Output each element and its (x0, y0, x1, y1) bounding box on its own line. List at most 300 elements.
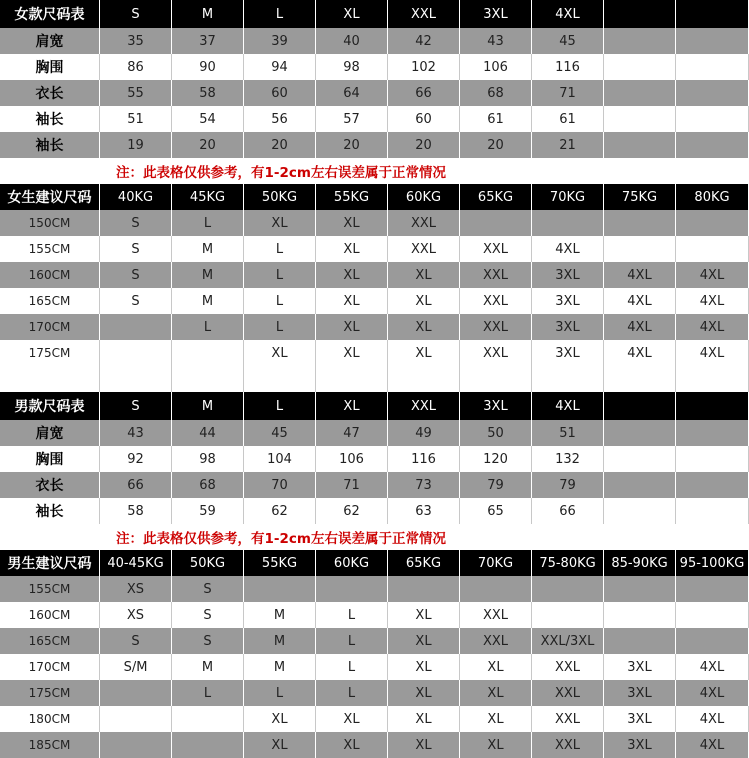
empty-cell (460, 366, 532, 392)
measure-value: 61 (460, 106, 532, 132)
size-cell (172, 706, 244, 732)
size-cell: XXL (460, 236, 532, 262)
measure-value: 106 (316, 446, 388, 472)
size-cell: 4XL (532, 236, 604, 262)
size-cell: XXL (460, 602, 532, 628)
empty-cell (604, 446, 676, 472)
measure-value: 94 (244, 54, 316, 80)
size-cell: L (316, 628, 388, 654)
recommend-row (0, 732, 749, 758)
size-cell: XL (388, 602, 460, 628)
recommend-row (0, 288, 749, 314)
measure-value: 132 (532, 446, 604, 472)
height-cell: 160CM (0, 262, 100, 288)
weight-header-cell: 70KG (460, 550, 532, 576)
size-cell: M (172, 654, 244, 680)
measure-value: 40 (316, 28, 388, 54)
size-cell: XL (460, 654, 532, 680)
measure-value: 66 (388, 80, 460, 106)
recommend-row (0, 210, 749, 236)
men-size-header (0, 392, 749, 420)
size-cell: XL (316, 262, 388, 288)
women-recommend-header (0, 184, 749, 210)
weight-header-cell: 75-80KG (532, 550, 604, 576)
empty-cell (604, 472, 676, 498)
size-cell: XL (388, 654, 460, 680)
size-cell: XXL (460, 314, 532, 340)
size-cell: 4XL (604, 262, 676, 288)
empty-cell (676, 420, 749, 446)
weight-header-cell: 60KG (316, 550, 388, 576)
height-cell: 160CM (0, 602, 100, 628)
measure-value: 62 (316, 498, 388, 524)
empty-cell (604, 54, 676, 80)
size-cell: M (172, 262, 244, 288)
size-cell: XL (316, 210, 388, 236)
size-cell: S (100, 210, 172, 236)
size-cell (676, 236, 749, 262)
measure-value: 98 (172, 446, 244, 472)
measure-value: 45 (532, 28, 604, 54)
measure-label: 胸围 (0, 446, 100, 472)
empty-cell (676, 132, 749, 158)
women-size-header (0, 0, 749, 28)
measure-value: 43 (100, 420, 172, 446)
blank-row (0, 366, 749, 392)
measure-value: 20 (172, 132, 244, 158)
size-cell (604, 236, 676, 262)
size-cell: 3XL (532, 288, 604, 314)
measure-value: 60 (244, 80, 316, 106)
measure-row (0, 498, 749, 524)
size-cell: XL (388, 680, 460, 706)
height-cell: 155CM (0, 236, 100, 262)
disclaimer-row (0, 158, 749, 184)
measure-row (0, 446, 749, 472)
size-cell (172, 340, 244, 366)
size-cell (100, 680, 172, 706)
size-cell: 3XL (532, 314, 604, 340)
size-cell (604, 576, 676, 602)
measure-value: 64 (316, 80, 388, 106)
weight-header-cell: 65KG (460, 184, 532, 210)
measure-value: 116 (388, 446, 460, 472)
size-cell (100, 706, 172, 732)
measure-value: 71 (532, 80, 604, 106)
size-cell: XL (244, 706, 316, 732)
size-cell: XL (244, 732, 316, 758)
measure-row (0, 420, 749, 446)
size-cell: XXL (460, 288, 532, 314)
size-cell: 4XL (676, 654, 749, 680)
measure-value: 50 (460, 420, 532, 446)
recommend-row (0, 628, 749, 654)
recommend-row (0, 576, 749, 602)
measure-value: 86 (100, 54, 172, 80)
height-cell: 180CM (0, 706, 100, 732)
measure-label: 衣长 (0, 80, 100, 106)
size-cell: S (100, 288, 172, 314)
size-cell (676, 602, 749, 628)
empty-cell (388, 366, 460, 392)
size-cell: XL (244, 340, 316, 366)
men-recommend-header (0, 550, 749, 576)
size-cell: L (244, 314, 316, 340)
measure-value: 90 (172, 54, 244, 80)
weight-header-cell: 50KG (172, 550, 244, 576)
measure-row (0, 28, 749, 54)
size-cell: S (172, 576, 244, 602)
empty-cell (532, 366, 604, 392)
measure-value: 59 (172, 498, 244, 524)
size-cell: XL (316, 288, 388, 314)
size-cell (460, 210, 532, 236)
size-cell: XS (100, 602, 172, 628)
empty-cell (676, 80, 749, 106)
size-cell: XL (388, 340, 460, 366)
height-cell: 175CM (0, 340, 100, 366)
measure-value: 19 (100, 132, 172, 158)
measure-value: 60 (388, 106, 460, 132)
recommend-row (0, 262, 749, 288)
measure-value: 116 (532, 54, 604, 80)
size-cell: L (172, 314, 244, 340)
empty-cell (676, 366, 749, 392)
size-cell: S (100, 236, 172, 262)
size-cell: 3XL (604, 680, 676, 706)
size-cell (388, 576, 460, 602)
measure-value: 106 (460, 54, 532, 80)
measure-value: 58 (172, 80, 244, 106)
empty-cell (676, 106, 749, 132)
size-cell: XL (316, 340, 388, 366)
size-header-cell: XL (316, 392, 388, 420)
size-cell: XL (460, 732, 532, 758)
weight-header-cell: 75KG (604, 184, 676, 210)
size-header-cell: L (244, 0, 316, 28)
size-cell: XXL (460, 628, 532, 654)
recommend-row (0, 314, 749, 340)
size-cell: L (244, 288, 316, 314)
measure-value: 44 (172, 420, 244, 446)
measure-value: 21 (532, 132, 604, 158)
size-cell: XL (388, 628, 460, 654)
recommend-row (0, 236, 749, 262)
size-cell: 3XL (604, 732, 676, 758)
size-cell: XL (388, 732, 460, 758)
measure-value: 61 (532, 106, 604, 132)
size-cell: M (172, 236, 244, 262)
size-cell: XXL (532, 732, 604, 758)
measure-value: 20 (316, 132, 388, 158)
size-cell: L (244, 236, 316, 262)
size-cell: L (244, 262, 316, 288)
height-cell: 175CM (0, 680, 100, 706)
measure-value: 58 (100, 498, 172, 524)
empty-cell (0, 366, 100, 392)
measure-row (0, 472, 749, 498)
measure-value: 79 (460, 472, 532, 498)
size-cell: XL (388, 288, 460, 314)
measure-value: 62 (244, 498, 316, 524)
empty-cell (676, 498, 749, 524)
empty-cell (676, 472, 749, 498)
measure-value: 102 (388, 54, 460, 80)
size-cell: 3XL (604, 654, 676, 680)
weight-header-cell: 80KG (676, 184, 749, 210)
weight-header-cell: 55KG (316, 184, 388, 210)
measure-value: 45 (244, 420, 316, 446)
measure-value: 51 (532, 420, 604, 446)
empty-cell (172, 366, 244, 392)
empty-cell (676, 0, 749, 28)
size-cell: 4XL (676, 340, 749, 366)
size-cell (244, 576, 316, 602)
empty-cell (604, 0, 676, 28)
size-cell (532, 576, 604, 602)
measure-value: 73 (388, 472, 460, 498)
empty-cell (676, 392, 749, 420)
weight-header-cell: 40-45KG (100, 550, 172, 576)
empty-cell (676, 28, 749, 54)
empty-cell (676, 446, 749, 472)
size-cell (100, 314, 172, 340)
size-cell: S (172, 602, 244, 628)
size-cell: M (244, 654, 316, 680)
size-cell: XL (244, 210, 316, 236)
size-cell: XL (316, 706, 388, 732)
measure-value: 20 (460, 132, 532, 158)
size-cell (604, 602, 676, 628)
measure-value: 70 (244, 472, 316, 498)
height-cell: 150CM (0, 210, 100, 236)
measure-value: 54 (172, 106, 244, 132)
size-cell: 4XL (676, 680, 749, 706)
empty-cell (604, 80, 676, 106)
measure-label: 袖长 (0, 498, 100, 524)
weight-header-cell: 40KG (100, 184, 172, 210)
size-header-cell: XL (316, 0, 388, 28)
size-cell: M (172, 288, 244, 314)
measure-label: 袖长 (0, 132, 100, 158)
size-cell: XXL (532, 680, 604, 706)
size-cell: XL (388, 706, 460, 732)
measure-row (0, 106, 749, 132)
weight-header-cell: 60KG (388, 184, 460, 210)
size-cell: XXL (532, 706, 604, 732)
size-cell (100, 732, 172, 758)
height-cell: 170CM (0, 314, 100, 340)
table-title: 男生建议尺码 (0, 550, 100, 576)
size-cell (676, 210, 749, 236)
weight-header-cell: 70KG (532, 184, 604, 210)
measure-value: 43 (460, 28, 532, 54)
measure-value: 42 (388, 28, 460, 54)
size-cell: 3XL (532, 262, 604, 288)
size-cell: XL (316, 732, 388, 758)
size-cell: S/M (100, 654, 172, 680)
size-header-cell: 4XL (532, 392, 604, 420)
recommend-row (0, 602, 749, 628)
measure-value: 56 (244, 106, 316, 132)
size-cell: L (316, 654, 388, 680)
size-header-cell: M (172, 392, 244, 420)
measure-value: 57 (316, 106, 388, 132)
weight-header-cell: 85-90KG (604, 550, 676, 576)
recommend-row (0, 706, 749, 732)
size-cell: XXL (532, 654, 604, 680)
measure-value: 104 (244, 446, 316, 472)
table-title: 女生建议尺码 (0, 184, 100, 210)
height-cell: 170CM (0, 654, 100, 680)
empty-cell (244, 366, 316, 392)
size-cell: XL (388, 262, 460, 288)
size-cell (316, 576, 388, 602)
size-cell: L (172, 680, 244, 706)
size-cell: 4XL (604, 340, 676, 366)
size-cell: S (100, 262, 172, 288)
weight-header-cell: 95-100KG (676, 550, 749, 576)
size-header-cell: M (172, 0, 244, 28)
size-cell: 4XL (676, 288, 749, 314)
empty-cell (604, 420, 676, 446)
size-cell: M (244, 628, 316, 654)
size-cell (532, 602, 604, 628)
size-cell: XXL (388, 210, 460, 236)
measure-label: 袖长 (0, 106, 100, 132)
size-cell: XL (460, 706, 532, 732)
measure-row (0, 132, 749, 158)
empty-cell (604, 498, 676, 524)
empty-cell (676, 54, 749, 80)
size-cell (604, 210, 676, 236)
measure-label: 肩宽 (0, 420, 100, 446)
size-cell: 4XL (604, 314, 676, 340)
empty-cell (604, 106, 676, 132)
size-cell: 4XL (604, 288, 676, 314)
size-cell: 4XL (676, 314, 749, 340)
size-cell (460, 576, 532, 602)
table-title: 男款尺码表 (0, 392, 100, 420)
measure-value: 65 (460, 498, 532, 524)
recommend-row (0, 680, 749, 706)
size-cell: 4XL (676, 262, 749, 288)
height-cell: 165CM (0, 628, 100, 654)
measure-value: 35 (100, 28, 172, 54)
size-cell: XL (316, 236, 388, 262)
size-header-cell: L (244, 392, 316, 420)
table-title: 女款尺码表 (0, 0, 100, 28)
size-header-cell: XXL (388, 0, 460, 28)
empty-cell (604, 28, 676, 54)
recommend-row (0, 654, 749, 680)
measure-value: 92 (100, 446, 172, 472)
size-cell: 4XL (676, 732, 749, 758)
size-cell: XXL/3XL (532, 628, 604, 654)
height-cell: 185CM (0, 732, 100, 758)
size-cell: S (100, 628, 172, 654)
size-header-cell: 3XL (460, 0, 532, 28)
size-cell (100, 340, 172, 366)
measure-value: 71 (316, 472, 388, 498)
size-header-cell: XXL (388, 392, 460, 420)
measure-value: 49 (388, 420, 460, 446)
measure-value: 98 (316, 54, 388, 80)
size-cell (604, 628, 676, 654)
empty-cell (604, 132, 676, 158)
size-cell: 3XL (604, 706, 676, 732)
empty-cell (604, 392, 676, 420)
size-header-cell: 3XL (460, 392, 532, 420)
size-cell: L (316, 680, 388, 706)
measure-row (0, 54, 749, 80)
disclaimer-note: 注：此表格仅供参考，有1-2cm左右误差属于正常情况 (116, 165, 446, 181)
weight-header-cell: 55KG (244, 550, 316, 576)
measure-value: 79 (532, 472, 604, 498)
size-cell (676, 628, 749, 654)
measure-value: 20 (388, 132, 460, 158)
measure-value: 66 (100, 472, 172, 498)
disclaimer-row (0, 524, 749, 550)
measure-value: 20 (244, 132, 316, 158)
size-header-cell: S (100, 392, 172, 420)
measure-value: 120 (460, 446, 532, 472)
measure-value: 47 (316, 420, 388, 446)
empty-cell (316, 366, 388, 392)
size-cell (172, 732, 244, 758)
size-cell: L (172, 210, 244, 236)
size-cell: XL (316, 314, 388, 340)
empty-cell (604, 366, 676, 392)
size-cell: 4XL (676, 706, 749, 732)
size-cell: S (172, 628, 244, 654)
weight-header-cell: 50KG (244, 184, 316, 210)
measure-label: 衣长 (0, 472, 100, 498)
recommend-row (0, 340, 749, 366)
measure-value: 68 (172, 472, 244, 498)
size-cell (676, 576, 749, 602)
size-cell: XXL (460, 340, 532, 366)
weight-header-cell: 65KG (388, 550, 460, 576)
measure-value: 39 (244, 28, 316, 54)
size-cell: XS (100, 576, 172, 602)
measure-value: 68 (460, 80, 532, 106)
size-cell: XXL (388, 236, 460, 262)
size-cell: XL (460, 680, 532, 706)
height-cell: 155CM (0, 576, 100, 602)
size-cell: M (244, 602, 316, 628)
weight-header-cell: 45KG (172, 184, 244, 210)
size-cell: L (244, 680, 316, 706)
measure-value: 51 (100, 106, 172, 132)
size-cell: 3XL (532, 340, 604, 366)
size-cell: XL (388, 314, 460, 340)
size-header-cell: 4XL (532, 0, 604, 28)
measure-label: 胸围 (0, 54, 100, 80)
size-header-cell: S (100, 0, 172, 28)
measure-value: 63 (388, 498, 460, 524)
disclaimer-note: 注：此表格仅供参考，有1-2cm左右误差属于正常情况 (116, 531, 446, 547)
empty-cell (100, 366, 172, 392)
measure-row (0, 80, 749, 106)
height-cell: 165CM (0, 288, 100, 314)
size-cell: L (316, 602, 388, 628)
measure-value: 66 (532, 498, 604, 524)
size-cell: XXL (460, 262, 532, 288)
measure-label: 肩宽 (0, 28, 100, 54)
measure-value: 37 (172, 28, 244, 54)
size-cell (532, 210, 604, 236)
